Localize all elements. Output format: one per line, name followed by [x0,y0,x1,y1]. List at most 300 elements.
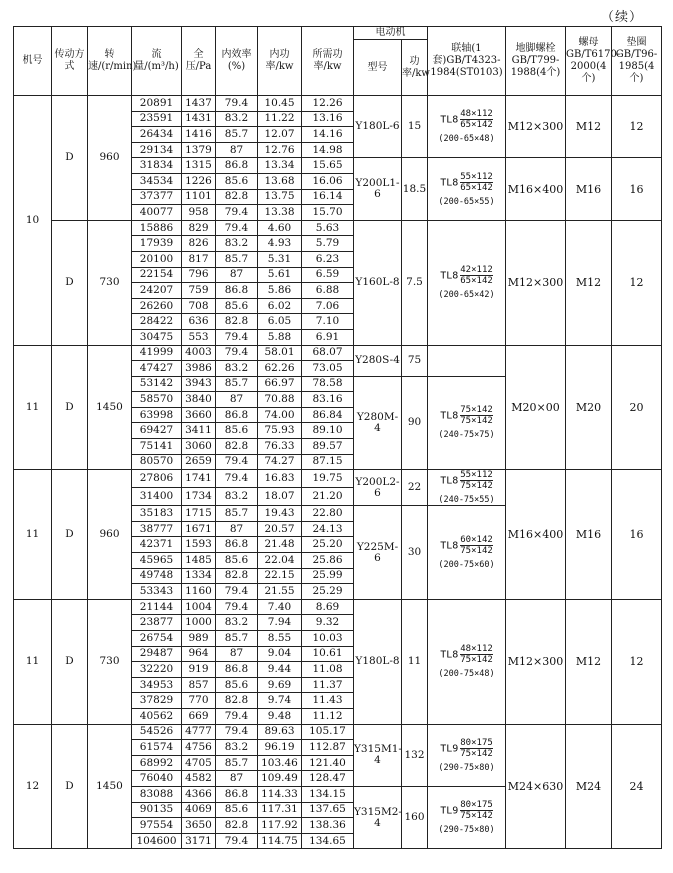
efficiency-cell: 79.4 [216,470,258,488]
internal-power-cell: 89.63 [258,724,302,740]
motor-model-cell: Y280M-4 [354,376,402,470]
coupling-spec: (240-75×75) [438,430,495,441]
machine-no-cell: 10 [14,96,52,346]
required-power-cell: 112.87 [302,740,354,756]
efficiency-cell: 85.7 [216,631,258,647]
coupling-numerator: 80×175 [460,800,493,811]
required-power-cell: 83.16 [302,392,354,408]
coupling-spec: (290-75×80) [438,825,495,836]
internal-power-cell: 66.97 [258,376,302,392]
required-power-cell: 16.06 [302,173,354,189]
required-power-cell: 68.07 [302,345,354,361]
internal-power-cell: 9.04 [258,646,302,662]
flow-cell: 53142 [132,376,182,392]
flow-cell: 83088 [132,786,182,802]
efficiency-cell: 87 [216,646,258,662]
internal-power-cell: 13.38 [258,205,302,221]
speed-cell: 960 [88,470,132,600]
efficiency-cell: 82.8 [216,439,258,455]
coupling-cell [428,599,506,724]
required-power-cell: 6.59 [302,267,354,283]
required-power-cell: 138.36 [302,818,354,834]
pressure-cell: 636 [182,314,216,330]
header-speed: 转速/(r/min) [88,27,132,96]
internal-power-cell: 21.48 [258,537,302,553]
anchor-bolt-cell: M12×300 [506,220,566,345]
machine-no-cell: 12 [14,724,52,849]
coupling-fraction [460,800,493,821]
header-washer: 垫圈GB/T96-1985(4个) [612,27,662,96]
washer-cell: 16 [612,470,662,600]
internal-power-cell: 103.46 [258,755,302,771]
motor-model-cell: Y160L-8 [354,220,402,345]
table-body [14,96,662,849]
coupling-denominator: 65×142 [460,182,493,193]
coupling-denominator: 75×142 [460,655,493,666]
pressure-cell: 4705 [182,755,216,771]
efficiency-cell: 79.4 [216,708,258,724]
coupling-fraction [460,109,493,130]
coupling-cell [428,220,506,345]
flow-cell: 20891 [132,96,182,112]
internal-power-cell: 74.27 [258,454,302,470]
pressure-cell: 1160 [182,584,216,600]
washer-cell: 24 [612,724,662,849]
header-flow: 流量/(m³/h) [132,27,182,96]
internal-power-cell: 10.45 [258,96,302,112]
pressure-cell: 964 [182,646,216,662]
required-power-cell: 6.91 [302,329,354,345]
motor-model-cell: Y180L-6 [354,96,402,158]
anchor-bolt-cell: M16×400 [506,158,566,220]
flow-cell: 68992 [132,755,182,771]
motor-model-cell: Y315M2-4 [354,786,402,848]
flow-cell: 58570 [132,392,182,408]
coupling-cell [428,724,506,786]
flow-cell: 80570 [132,454,182,470]
internal-power-cell: 109.49 [258,771,302,787]
efficiency-cell: 85.7 [216,251,258,267]
pressure-cell: 3171 [182,833,216,849]
coupling-fraction [460,644,493,665]
pressure-cell: 3411 [182,423,216,439]
flow-cell: 75141 [132,439,182,455]
washer-cell: 16 [612,158,662,220]
pressure-cell: 3650 [182,818,216,834]
flow-cell: 34534 [132,173,182,189]
nut-cell: M24 [566,724,612,849]
header-nut: 螺母GB/T6170-2000(4个) [566,27,612,96]
coupling-fraction [460,172,493,193]
pressure-cell: 1000 [182,615,216,631]
required-power-cell: 21.20 [302,488,354,506]
coupling-spec: (200-65×55) [438,196,495,207]
efficiency-cell: 85.6 [216,423,258,439]
coupling-prefix: TL8 [440,270,459,282]
required-power-cell: 121.40 [302,755,354,771]
flow-cell: 32220 [132,662,182,678]
coupling-numerator: 48×112 [460,644,493,655]
internal-power-cell: 7.94 [258,615,302,631]
efficiency-cell: 87 [216,267,258,283]
coupling-cell [428,158,506,220]
speed-cell: 730 [88,220,132,345]
efficiency-cell: 85.7 [216,755,258,771]
header-total-pressure: 全压/Pa [182,27,216,96]
pressure-cell: 3840 [182,392,216,408]
drive-mode-cell: D [52,470,88,600]
motor-power-cell: 7.5 [402,220,428,345]
motor-power-cell: 75 [402,345,428,376]
pressure-cell: 817 [182,251,216,267]
header-internal-power: 内功率/kw [258,27,302,96]
speed-cell: 730 [88,599,132,724]
required-power-cell: 10.61 [302,646,354,662]
pressure-cell: 708 [182,298,216,314]
efficiency-cell: 87 [216,771,258,787]
required-power-cell: 14.98 [302,142,354,158]
flow-cell: 29134 [132,142,182,158]
internal-power-cell: 21.55 [258,584,302,600]
required-power-cell: 6.88 [302,283,354,299]
speed-cell: 1450 [88,724,132,849]
efficiency-cell: 79.4 [216,584,258,600]
internal-power-cell: 75.93 [258,423,302,439]
pressure-cell: 1593 [182,537,216,553]
internal-power-cell: 20.57 [258,521,302,537]
coupling-numerator: 55×112 [460,470,493,481]
required-power-cell: 137.65 [302,802,354,818]
efficiency-cell: 82.8 [216,568,258,584]
internal-power-cell: 13.75 [258,189,302,205]
required-power-cell: 6.23 [302,251,354,267]
required-power-cell: 134.15 [302,786,354,802]
pressure-cell: 1485 [182,553,216,569]
pressure-cell: 796 [182,267,216,283]
coupling-prefix: TL8 [440,410,459,422]
required-power-cell: 25.29 [302,584,354,600]
pressure-cell: 759 [182,283,216,299]
coupling-denominator: 65×142 [460,120,493,131]
header-machine-no: 机号 [14,27,52,96]
coupling-spec: (290-75×80) [438,762,495,773]
internal-power-cell: 9.69 [258,677,302,693]
drive-mode-cell: D [52,345,88,470]
washer-cell: 12 [612,96,662,158]
pressure-cell: 4777 [182,724,216,740]
coupling-prefix: TL8 [440,649,459,661]
continued-label: （续） [600,10,643,25]
motor-model-cell: Y200L2-6 [354,470,402,506]
efficiency-cell: 83.2 [216,488,258,506]
coupling-spec: (200-75×48) [438,669,495,680]
pressure-cell: 1741 [182,470,216,488]
efficiency-cell: 83.2 [216,615,258,631]
internal-power-cell: 114.75 [258,833,302,849]
flow-cell: 35183 [132,506,182,522]
required-power-cell: 87.15 [302,454,354,470]
flow-cell: 22154 [132,267,182,283]
internal-power-cell: 12.07 [258,127,302,143]
flow-cell: 31400 [132,488,182,506]
required-power-cell: 78.58 [302,376,354,392]
required-power-cell: 16.14 [302,189,354,205]
internal-power-cell: 9.74 [258,693,302,709]
flow-cell: 27806 [132,470,182,488]
required-power-cell: 14.16 [302,127,354,143]
required-power-cell: 13.16 [302,111,354,127]
nut-cell: M20 [566,345,612,470]
flow-cell: 21144 [132,599,182,615]
efficiency-cell: 85.6 [216,802,258,818]
pressure-cell: 1315 [182,158,216,174]
flow-cell: 17939 [132,236,182,252]
efficiency-cell: 85.7 [216,506,258,522]
efficiency-cell: 82.8 [216,314,258,330]
pressure-cell: 3986 [182,361,216,377]
pressure-cell: 919 [182,662,216,678]
coupling-denominator: 75×142 [460,748,493,759]
coupling-spec: (200-65×48) [438,134,495,145]
motor-model-cell: Y225M-6 [354,506,402,600]
motor-power-cell: 30 [402,506,428,600]
internal-power-cell: 22.04 [258,553,302,569]
flow-cell: 38777 [132,521,182,537]
internal-power-cell: 117.92 [258,818,302,834]
drive-mode-cell: D [52,599,88,724]
pressure-cell: 4069 [182,802,216,818]
required-power-cell: 105.17 [302,724,354,740]
coupling-prefix: TL9 [440,805,459,817]
efficiency-cell: 83.2 [216,236,258,252]
coupling-numerator: 60×142 [460,535,493,546]
required-power-cell: 7.06 [302,298,354,314]
internal-power-cell: 4.93 [258,236,302,252]
flow-cell: 53343 [132,584,182,600]
table-row [14,345,662,361]
anchor-bolt-cell: M20×00 [506,345,566,470]
efficiency-cell: 82.8 [216,693,258,709]
internal-power-cell: 6.05 [258,314,302,330]
pressure-cell: 4003 [182,345,216,361]
required-power-cell: 128.47 [302,771,354,787]
required-power-cell: 24.13 [302,521,354,537]
header-required-power: 所需功率/kw [302,27,354,96]
coupling-numerator: 55×112 [460,171,493,182]
header-coupling: 联轴(1套)GB/T4323-1984(ST0103) [428,27,506,96]
coupling-denominator: 65×142 [460,276,493,287]
required-power-cell: 25.20 [302,537,354,553]
internal-power-cell: 8.55 [258,631,302,647]
pressure-cell: 2659 [182,454,216,470]
efficiency-cell: 83.2 [216,740,258,756]
table-row [14,599,662,615]
coupling-prefix: TL8 [440,114,459,126]
efficiency-cell: 86.8 [216,407,258,423]
efficiency-cell: 85.6 [216,553,258,569]
required-power-cell: 10.03 [302,631,354,647]
efficiency-cell: 79.4 [216,96,258,112]
machine-no-cell: 11 [14,599,52,724]
machine-no-cell: 11 [14,470,52,600]
internal-power-cell: 6.02 [258,298,302,314]
coupling-fraction [460,405,493,426]
required-power-cell: 25.99 [302,568,354,584]
efficiency-cell: 87 [216,392,258,408]
coupling-cell [428,345,506,376]
pressure-cell: 1437 [182,96,216,112]
pressure-cell: 669 [182,708,216,724]
efficiency-cell: 86.8 [216,537,258,553]
table-row [14,220,662,236]
flow-cell: 69427 [132,423,182,439]
pressure-cell: 829 [182,220,216,236]
washer-cell: 20 [612,345,662,470]
nut-cell: M12 [566,96,612,158]
internal-power-cell: 4.60 [258,220,302,236]
coupling-cell [428,470,506,506]
efficiency-cell: 79.4 [216,833,258,849]
coupling-cell [428,786,506,848]
flow-cell: 104600 [132,833,182,849]
internal-power-cell: 11.22 [258,111,302,127]
efficiency-cell: 83.2 [216,361,258,377]
flow-cell: 40562 [132,708,182,724]
flow-cell: 26260 [132,298,182,314]
pressure-cell: 4756 [182,740,216,756]
nut-cell: M12 [566,599,612,724]
required-power-cell: 89.57 [302,439,354,455]
anchor-bolt-cell: M16×400 [506,470,566,600]
coupling-cell [428,96,506,158]
nut-cell: M16 [566,470,612,600]
coupling-prefix: TL8 [440,177,459,189]
flow-cell: 31834 [132,158,182,174]
flow-cell: 40077 [132,205,182,221]
motor-model-cell: Y200L1-6 [354,158,402,220]
header-anchor-bolt: 地脚螺栓GB/T799-1988(4个) [506,27,566,96]
flow-cell: 26434 [132,127,182,143]
efficiency-cell: 82.8 [216,818,258,834]
coupling-fraction [460,470,493,491]
flow-cell: 54526 [132,724,182,740]
internal-power-cell: 5.31 [258,251,302,267]
internal-power-cell: 62.26 [258,361,302,377]
flow-cell: 24207 [132,283,182,299]
internal-power-cell: 18.07 [258,488,302,506]
coupling-numerator: 75×142 [460,405,493,416]
internal-power-cell: 16.83 [258,470,302,488]
pressure-cell: 770 [182,693,216,709]
flow-cell: 37829 [132,693,182,709]
pressure-cell: 4582 [182,771,216,787]
motor-power-cell: 160 [402,786,428,848]
motor-power-cell: 132 [402,724,428,786]
pressure-cell: 826 [182,236,216,252]
coupling-spec: (200-75×60) [438,560,495,571]
header-motor: 电动机 [354,27,428,40]
required-power-cell: 11.37 [302,677,354,693]
efficiency-cell: 86.8 [216,158,258,174]
coupling-fraction [460,265,493,286]
coupling-denominator: 75×142 [460,546,493,557]
internal-power-cell: 58.01 [258,345,302,361]
flow-cell: 20100 [132,251,182,267]
drive-mode-cell: D [52,220,88,345]
pressure-cell: 3060 [182,439,216,455]
efficiency-cell: 85.7 [216,127,258,143]
pressure-cell: 553 [182,329,216,345]
flow-cell: 47427 [132,361,182,377]
required-power-cell: 7.10 [302,314,354,330]
internal-power-cell: 117.31 [258,802,302,818]
internal-power-cell: 7.40 [258,599,302,615]
coupling-cell [428,506,506,600]
required-power-cell: 134.65 [302,833,354,849]
pressure-cell: 1226 [182,173,216,189]
pressure-cell: 1431 [182,111,216,127]
efficiency-cell: 79.4 [216,724,258,740]
flow-cell: 49748 [132,568,182,584]
coupling-numerator: 80×175 [460,737,493,748]
pressure-cell: 1004 [182,599,216,615]
flow-cell: 30475 [132,329,182,345]
required-power-cell: 11.12 [302,708,354,724]
required-power-cell: 9.32 [302,615,354,631]
pressure-cell: 958 [182,205,216,221]
coupling-prefix: TL8 [440,540,459,552]
required-power-cell: 73.05 [302,361,354,377]
pressure-cell: 989 [182,631,216,647]
pressure-cell: 1416 [182,127,216,143]
coupling-denominator: 75×142 [460,416,493,427]
required-power-cell: 5.63 [302,220,354,236]
coupling-numerator: 48×112 [460,109,493,120]
motor-power-cell: 18.5 [402,158,428,220]
efficiency-cell: 87 [216,142,258,158]
efficiency-cell: 79.4 [216,454,258,470]
internal-power-cell: 13.68 [258,173,302,189]
motor-power-cell: 11 [402,599,428,724]
internal-power-cell: 12.76 [258,142,302,158]
efficiency-cell: 86.8 [216,786,258,802]
required-power-cell: 89.10 [302,423,354,439]
motor-model-cell: Y180L-8 [354,599,402,724]
internal-power-cell: 76.33 [258,439,302,455]
pressure-cell: 857 [182,677,216,693]
flow-cell: 42371 [132,537,182,553]
speed-cell: 1450 [88,345,132,470]
flow-cell: 37377 [132,189,182,205]
efficiency-cell: 87 [216,521,258,537]
motor-model-cell: Y315M1-4 [354,724,402,786]
internal-power-cell: 13.34 [258,158,302,174]
efficiency-cell: 85.6 [216,677,258,693]
internal-power-cell: 5.61 [258,267,302,283]
coupling-spec: (200-65×42) [438,290,495,301]
motor-power-cell: 22 [402,470,428,506]
required-power-cell: 15.70 [302,205,354,221]
internal-power-cell: 74.00 [258,407,302,423]
efficiency-cell: 82.8 [216,189,258,205]
flow-cell: 29487 [132,646,182,662]
flow-cell: 34953 [132,677,182,693]
coupling-fraction [460,738,493,759]
pressure-cell: 1101 [182,189,216,205]
table-row [14,96,662,112]
coupling-prefix: TL8 [440,475,459,487]
motor-model-cell: Y280S-4 [354,345,402,376]
